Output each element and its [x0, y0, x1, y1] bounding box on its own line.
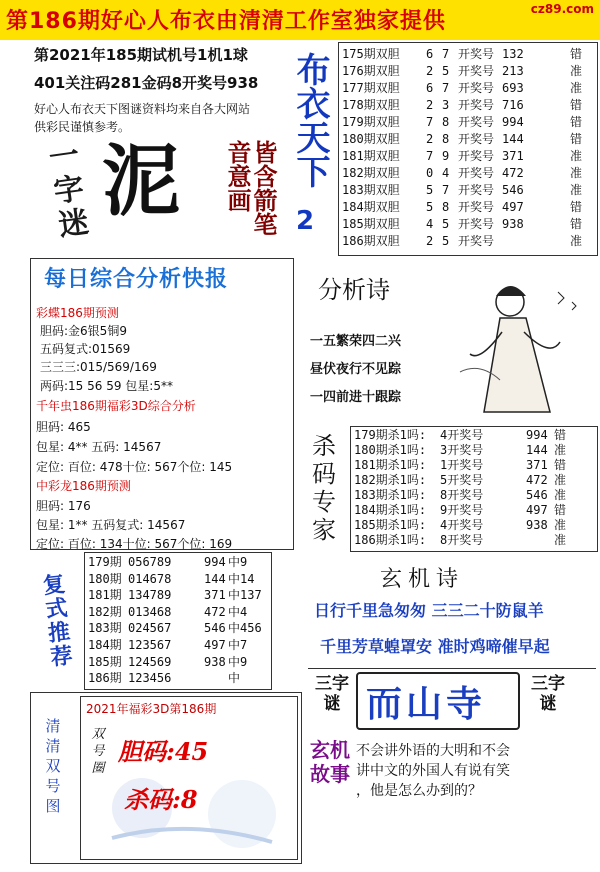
sanzimi-left: 三字谜 — [315, 674, 349, 714]
fushi-period: 180期 — [88, 571, 122, 586]
shama-period: 181期杀1吗: — [354, 458, 427, 472]
shama-result: 准 — [554, 488, 567, 502]
shuangdan-row — [342, 81, 594, 96]
row-label: 开奖号 — [458, 47, 495, 61]
shuangdan-table — [338, 42, 598, 256]
shama-number: 1开奖号 — [440, 458, 484, 472]
row-dan-a: 7 — [426, 115, 434, 129]
fushi-row — [88, 638, 268, 653]
story-label: 玄机故事 — [310, 738, 350, 786]
riddle-char: 泥 — [102, 136, 181, 227]
shama-result: 错 — [554, 503, 567, 517]
fushi-draw: 497 — [204, 638, 226, 652]
row-result: 准 — [570, 234, 583, 248]
shama-number: 4开奖号 — [440, 428, 484, 442]
shuangdan-row — [342, 217, 594, 232]
qingqing-label: 清清双号图 — [45, 717, 61, 815]
shuangdan-row — [342, 98, 594, 113]
fushi-hit: 中456 — [228, 621, 262, 636]
info-line: 好心人布衣天下图谜资料均来自各大网站 — [34, 102, 251, 116]
story-text-3: ，他是怎么办到的？ — [356, 783, 482, 799]
poem-line-1: 一五繁荣四二兴 — [310, 334, 402, 349]
zcl-l3: 定位: 百位: 134十位: 567个位: 169 — [36, 537, 233, 551]
row-dan-a: 6 — [426, 47, 434, 61]
fushi-codes: 124569 — [128, 654, 172, 669]
shama-number: 4开奖号 — [440, 518, 484, 532]
row-dan-b: 7 — [442, 81, 450, 95]
caidie-l4: 两码:15 56 59 包星:5** — [40, 379, 173, 393]
fushi-codes: 024567 — [128, 621, 172, 636]
shuangdan-row — [342, 166, 594, 181]
row-label: 开奖号 — [458, 81, 495, 95]
trial-line: 第2021年185期试机号1机1球 — [34, 46, 248, 64]
page-title: 第186期好心人布衣由清清工作室独家提供 — [6, 9, 446, 34]
qnc-l1: 胆码: 465 — [36, 420, 91, 434]
shama-period: 186期杀1吗: — [354, 533, 427, 547]
row-result: 准 — [570, 166, 583, 180]
story-text-2: 讲中文的外国人有说有笑 — [356, 763, 510, 779]
row-dan-b: 8 — [442, 115, 450, 129]
poem-line-2: 昼伏夜行不见踪 — [310, 362, 402, 377]
row-period: 179期双胆 — [342, 115, 400, 129]
shama-result: 准 — [554, 473, 567, 487]
shuangdan-row — [342, 234, 594, 249]
info-line-2: 供彩民谨慎参考。 — [34, 120, 131, 134]
shama-result: 准 — [554, 533, 567, 547]
row-label: 开奖号 — [458, 149, 495, 163]
fushi-draw: 472 — [204, 604, 226, 619]
row-label: 开奖号 — [458, 234, 495, 248]
shama-period: 180期杀1吗: — [354, 443, 427, 457]
row-dan-a: 5 — [426, 200, 434, 214]
row-result: 准 — [570, 64, 583, 78]
qnc-l3: 定位: 百位: 478十位: 567个位: 145 — [36, 460, 233, 474]
row-dan-a: 2 — [426, 234, 434, 248]
row-dan-b: 7 — [442, 183, 450, 197]
fushi-draw: 371 — [204, 588, 226, 603]
zcl-title: 中彩龙186期预测 — [36, 479, 131, 493]
row-dan-b: 5 — [442, 217, 450, 231]
row-number: 497 — [502, 200, 524, 214]
row-label: 开奖号 — [458, 64, 495, 78]
fushi-codes: 014678 — [128, 571, 172, 586]
shama-draw: 938 — [526, 518, 548, 532]
row-result: 错 — [570, 217, 583, 231]
shama-draw: 144 — [526, 443, 548, 457]
shama-period: 185期杀1吗: — [354, 518, 427, 532]
fushi-draw: 994 — [204, 555, 226, 569]
caidie-l1: 胆码:金6银5铜9 — [40, 324, 127, 338]
xuanji-line-1: 日行千里急匆匆 三三二十防鼠羊 — [314, 601, 544, 620]
row-dan-b: 8 — [442, 200, 450, 214]
fushi-row — [88, 605, 268, 620]
zcl-l2: 包星: 1** 五码复式: 14567 — [36, 518, 186, 532]
row-number: 938 — [502, 217, 524, 231]
fushi-row — [88, 671, 268, 686]
caidie-l2: 五码复式:01569 — [40, 342, 131, 356]
fushi-draw: 938 — [204, 654, 226, 669]
caidie-l3: 三三三:015/569/169 — [40, 360, 157, 374]
row-dan-b: 9 — [442, 149, 450, 163]
fushi-codes: 134789 — [128, 588, 172, 603]
shama-result: 错 — [554, 458, 567, 472]
zcl-l1: 胆码: 176 — [36, 499, 91, 513]
xuanji-title: 玄机诗 — [380, 567, 465, 592]
poem-line-3: 一四前进十跟踪 — [310, 390, 402, 405]
fushi-row — [88, 555, 268, 570]
fushi-hit: 中 — [228, 671, 241, 686]
fushi-period: 181期 — [88, 588, 122, 603]
row-result: 错 — [570, 98, 583, 112]
qingqing-dan: 胆码:45 — [118, 737, 209, 766]
fushi-hit: 中4 — [228, 604, 248, 619]
shama-draw: 546 — [526, 488, 548, 502]
shama-number: 5开奖号 — [440, 473, 484, 487]
row-dan-b: 4 — [442, 166, 450, 180]
fushi-period: 185期 — [88, 654, 122, 669]
sanzimi-word: 而山寺 — [366, 684, 487, 725]
row-result: 错 — [570, 115, 583, 129]
row-period: 177期双胆 — [342, 81, 400, 95]
shuangdan-row — [342, 115, 594, 130]
row-number: 213 — [502, 64, 524, 78]
fushi-codes: 123567 — [128, 638, 172, 652]
shama-period: 179期杀1吗: — [354, 428, 427, 442]
row-dan-b: 3 — [442, 98, 450, 112]
shama-label: 杀码专家 — [312, 432, 336, 544]
row-label: 开奖号 — [458, 115, 495, 129]
fushi-codes: 123456 — [128, 671, 172, 686]
row-number: 144 — [502, 132, 524, 146]
fushi-row — [88, 572, 268, 587]
shama-result: 准 — [554, 518, 567, 532]
shama-box — [350, 426, 598, 552]
row-result: 准 — [570, 81, 583, 95]
row-number: 472 — [502, 166, 524, 180]
row-dan-a: 2 — [426, 64, 434, 78]
row-dan-a: 7 — [426, 149, 434, 163]
shuangdan-row — [342, 64, 594, 79]
row-period: 184期双胆 — [342, 200, 400, 214]
qnc-title: 千年虫186期福彩3D综合分析 — [36, 399, 196, 413]
focus-line: 401关注码281金码8开奖号938 — [34, 74, 259, 92]
shama-number: 8开奖号 — [440, 488, 484, 502]
shama-period: 183期杀1吗: — [354, 488, 427, 502]
caidie-title: 彩蝶186期预测 — [36, 306, 119, 320]
fushi-codes: 056789 — [128, 555, 172, 569]
row-result: 准 — [570, 149, 583, 163]
shama-period: 182期杀1吗: — [354, 473, 427, 487]
fushi-hit: 中7 — [228, 638, 248, 652]
shama-row — [354, 488, 594, 503]
shuangdan-row — [342, 132, 594, 147]
shama-row — [354, 458, 594, 473]
fushi-codes: 013468 — [128, 604, 172, 619]
row-period: 186期双胆 — [342, 234, 400, 248]
qingqing-banner: 2021年福彩3D第186期 — [86, 702, 217, 716]
fushi-hit: 中137 — [228, 588, 262, 603]
shuangdan-row — [342, 149, 594, 164]
row-dan-b: 8 — [442, 132, 450, 146]
shama-row — [354, 443, 594, 458]
row-dan-a: 2 — [426, 98, 434, 112]
shama-row — [354, 533, 594, 548]
shuangdan-row — [342, 200, 594, 215]
shama-period: 184期杀1吗: — [354, 503, 427, 517]
site-logo: cz89.com — [530, 2, 594, 16]
row-label: 开奖号 — [458, 200, 495, 214]
daily-title: 每日综合分析快报 — [44, 267, 229, 292]
row-label: 开奖号 — [458, 217, 495, 231]
row-dan-a: 6 — [426, 81, 434, 95]
shama-number: 9开奖号 — [440, 503, 484, 517]
fushi-period: 182期 — [88, 604, 122, 619]
row-label: 开奖号 — [458, 183, 495, 197]
poem-title: 分析诗 — [318, 276, 390, 304]
riddle-hint: 皆含箭笔音意画 — [223, 140, 277, 236]
row-period: 175期双胆 — [342, 47, 400, 61]
fushi-draw: 546 — [204, 621, 226, 636]
row-label: 开奖号 — [458, 132, 495, 146]
shama-number: 3开奖号 — [440, 443, 484, 457]
fushi-box — [84, 552, 272, 690]
fushi-hit: 中9 — [228, 654, 248, 669]
fushi-period: 179期 — [88, 555, 122, 569]
fushi-period: 186期 — [88, 671, 122, 686]
row-period: 180期双胆 — [342, 132, 400, 146]
fushi-hit: 中9 — [228, 555, 248, 569]
shuangdan-row — [342, 47, 594, 62]
shuangdan-row — [342, 183, 594, 198]
shama-result: 准 — [554, 443, 567, 457]
row-number: 693 — [502, 81, 524, 95]
row-result: 错 — [570, 132, 583, 146]
row-dan-b: 5 — [442, 234, 450, 248]
row-number: 132 — [502, 47, 524, 61]
qingqing-sha: 杀码:8 — [124, 785, 198, 814]
fushi-row — [88, 588, 268, 603]
fushi-period: 184期 — [88, 638, 122, 652]
shama-result: 错 — [554, 428, 567, 442]
fushi-label: 复式推荐 — [41, 572, 74, 671]
row-period: 181期双胆 — [342, 149, 400, 163]
sanzimi-right: 三字谜 — [531, 674, 565, 714]
shama-row — [354, 428, 594, 443]
fushi-row — [88, 655, 268, 670]
row-dan-a: 0 — [426, 166, 434, 180]
buyi-number: 2 — [296, 206, 315, 236]
row-number: 371 — [502, 149, 524, 163]
row-result: 错 — [570, 47, 583, 61]
row-dan-b: 5 — [442, 64, 450, 78]
row-period: 183期双胆 — [342, 183, 400, 197]
shama-row — [354, 518, 594, 533]
qnc-l2: 包星: 4** 五码: 14567 — [36, 440, 162, 454]
row-period: 178期双胆 — [342, 98, 400, 112]
shama-draw: 472 — [526, 473, 548, 487]
fushi-draw: 144 — [204, 571, 226, 586]
row-number: 546 — [502, 183, 524, 197]
fushi-hit: 中14 — [228, 571, 255, 586]
row-result: 错 — [570, 200, 583, 214]
shama-draw: 497 — [526, 503, 548, 517]
shama-row — [354, 473, 594, 488]
divider — [308, 668, 596, 669]
shuanghao-label: 双号圈 — [91, 727, 105, 776]
fushi-period: 183期 — [88, 621, 122, 636]
row-number: 716 — [502, 98, 524, 112]
row-label: 开奖号 — [458, 166, 495, 180]
row-period: 182期双胆 — [342, 166, 400, 180]
shama-draw: 994 — [526, 428, 548, 442]
row-period: 176期双胆 — [342, 64, 400, 78]
shama-row — [354, 503, 594, 518]
row-result: 准 — [570, 183, 583, 197]
row-dan-a: 2 — [426, 132, 434, 146]
row-period: 185期双胆 — [342, 217, 400, 231]
shama-number: 8开奖号 — [440, 533, 484, 547]
row-dan-a: 5 — [426, 183, 434, 197]
row-number: 994 — [502, 115, 524, 129]
row-label: 开奖号 — [458, 98, 495, 112]
row-dan-a: 4 — [426, 217, 434, 231]
xuanji-line-2: 千里芳草蝗罩安 准时鸡啼催早起 — [320, 637, 550, 656]
row-dan-b: 7 — [442, 47, 450, 61]
story-text-1: 不会讲外语的大明和不会 — [356, 743, 510, 759]
fushi-row — [88, 621, 268, 636]
shama-draw: 371 — [526, 458, 548, 472]
yizimi-label: 一字迷 — [46, 137, 91, 244]
scholar-illustration — [440, 262, 590, 422]
buyi-title: 布衣天下 — [290, 52, 330, 188]
